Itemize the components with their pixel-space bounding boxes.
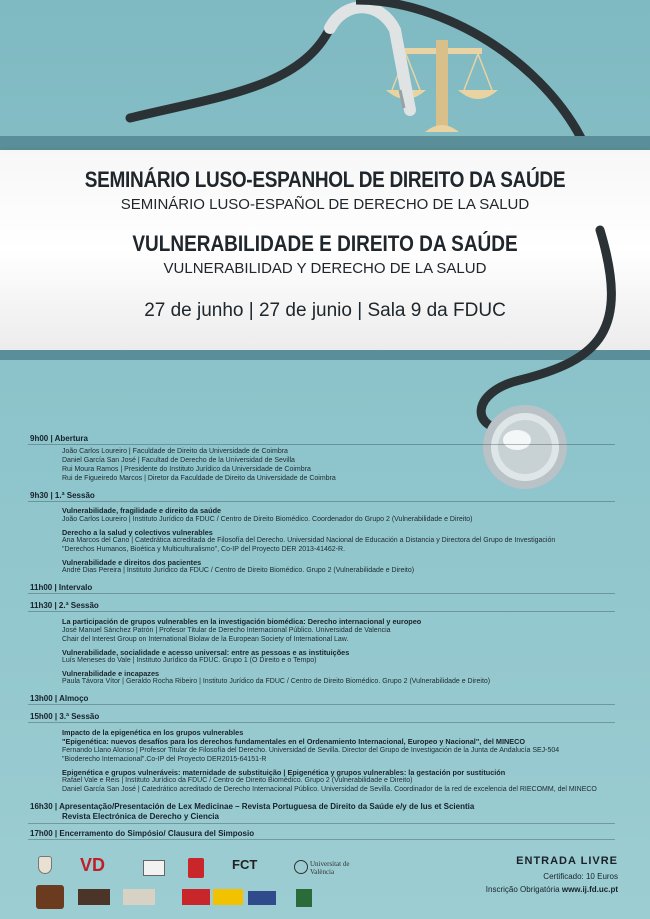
speaker-line: Rafael Vale e Reis | Instituto Jurídico da FDUC / Centro de Direito Biomédico. Grupo 2 (Vulnerabilidade e Direito) bbox=[62, 777, 413, 784]
partner-logo bbox=[36, 885, 64, 909]
partner-logo bbox=[296, 889, 312, 907]
speaker-line: Paula Távora Vítor | Geraldo Rocha Ribeiro | Instituto Jurídico da FDUC / Centro de Direito Biomédico. Grupo 2 (Vulnerabilidade e Direito) bbox=[62, 678, 491, 685]
speaker-line: José Manuel Sánchez Patrón | Profesor Titular de Derecho Internacional Público. Universidad de Valencia bbox=[62, 627, 391, 634]
faculty-crest-logo bbox=[38, 856, 52, 874]
speaker-line: Chair del Interest Group on International Biolaw de la European Society of International Law. bbox=[62, 636, 349, 643]
seminar-title-pt: SEMINÁRIO LUSO-ESPANHOL DE DIREITO DA SAÚDE bbox=[84, 168, 566, 193]
fct-logo: FCT bbox=[232, 857, 258, 872]
speaker-line: Daniel García San José | Facultad de Derecho de la Universidad de Sevilla bbox=[62, 457, 295, 464]
speaker-line: Luís Meneses do Vale | Instituto Jurídico da FDUC. Grupo 1 (O Direito e o Tempo) bbox=[62, 657, 317, 664]
divider bbox=[28, 704, 615, 705]
speaker-line: Rui Moura Ramos | Presidente do Instituto Jurídico da Universidade de Coimbra bbox=[62, 466, 311, 473]
speaker-line: André Dias Pereira | Instituto Jurídico da FDUC / Centro de Direito Biomédico. Grupo 2 (Vulnerabilidade e Direito) bbox=[62, 567, 415, 574]
registration-line bbox=[486, 885, 618, 894]
speaker-line: João Carlos Loureiro | Faculdade de Direito da Universidade de Coimbra bbox=[62, 448, 288, 455]
talk-title: Derecho a la salud y colectivos vulnerables bbox=[62, 528, 213, 537]
free-entry-label: ENTRADA LIVRE bbox=[516, 855, 618, 867]
ministry-logo bbox=[182, 889, 210, 905]
divider bbox=[28, 611, 615, 612]
slot-closing: 17h00 | Encerramento do Simpósio/ Clausura del Simposio bbox=[30, 829, 255, 838]
talk-title: Vulnerabilidade, fragilidade e direito da saúde bbox=[62, 506, 222, 515]
speaker-line: João Carlos Loureiro | Instituto Jurídico da FDUC / Centro de Direito Biomédico. Coordenador do Grupo 2 (Vulnerabilidade e Direito) bbox=[62, 516, 473, 523]
slot-session-3: 15h00 | 3.ª Sessão bbox=[30, 712, 100, 721]
theme-title-es: VULNERABILIDAD Y DERECHO DE LA SALUD bbox=[163, 260, 487, 277]
theme-title-pt: VULNERABILIDADE E DIREITO DA SAÚDE bbox=[132, 232, 518, 257]
date-venue-line: 27 de junho | 27 de junio | Sala 9 da FDUC bbox=[144, 300, 506, 321]
slot-session-1: 9h30 | 1.ª Sessão bbox=[30, 491, 95, 500]
divider bbox=[28, 722, 615, 723]
ministry-logo bbox=[213, 889, 243, 905]
institute-logo bbox=[143, 860, 165, 876]
crest-logo bbox=[188, 858, 204, 878]
vd-logo: VD bbox=[80, 855, 106, 875]
talk-title: Vulnerabilidade, socialidade e acesso universal: entre as pessoas e as instituições bbox=[62, 648, 350, 657]
slot-presentation: 16h30 | Apresentação/Presentación de Lex Medicinae – Revista Portuguesa de Direito da Saúde e/y de Ius et Scientia bbox=[30, 802, 475, 811]
speaker-line: "Bioderecho Internacional".Co-IP del Proyecto DER2015-64151-R bbox=[62, 756, 267, 763]
talk-title: Vulnerabilidade e incapazes bbox=[62, 669, 160, 678]
chestpiece-icon bbox=[483, 405, 567, 489]
talk-title: Impacto de la epigenética en los grupos vulnerables bbox=[62, 728, 244, 737]
registration-label: Inscrição Obrigatória bbox=[485, 885, 560, 894]
divider bbox=[28, 593, 615, 594]
talk-title: Epigenética e grupos vulneráveis: maternidade de substituição | Epigenética y grupos vulnerables: la gestación por sustitución bbox=[62, 768, 506, 777]
certificate-fee: Certificado: 10 Euros bbox=[543, 872, 618, 881]
divider bbox=[28, 444, 615, 445]
partner-logo bbox=[78, 889, 110, 905]
valencia-logo: Universitat de València bbox=[310, 860, 350, 876]
slot-almoco: 13h00 | Almoço bbox=[30, 694, 89, 703]
speaker-line: Ana Marcos del Cano | Catedrática acreditada de Filosofía del Derecho. Universidad Nacional de Educación a Distancia y Directora del Grupo de Investigación bbox=[62, 537, 556, 544]
talk-title: "Epigenética: nuevos desafíos para los derechos fundamentales en el Ordenamiento Internacional, Europeo y Nacional", del MINECO bbox=[62, 737, 526, 746]
seminar-title-es: SEMINÁRIO LUSO-ESPAÑOL DE DERECHO DE LA SALUD bbox=[120, 196, 530, 213]
speaker-line: Daniel García San José | Catedrático acreditado de Derecho Internacional Público. Universidad de Sevilla. Coordinador de la red de excelencia del RIECOMM, del MINECO bbox=[62, 786, 597, 793]
talk-title: Vulnerabilidade e direitos dos pacientes bbox=[62, 558, 202, 567]
slot-abertura: 9h00 | Abertura bbox=[30, 434, 88, 443]
slot-presentation-line2: Revista Electrónica de Derecho y Ciencia bbox=[62, 812, 219, 821]
divider bbox=[28, 823, 615, 824]
eu-logo bbox=[248, 891, 276, 905]
speaker-line: Fernando Llano Alonso | Profesor Titular de Filosofía del Derecho. Universidad de Sevilla. Director del Grupo de Investigación de la Junta de Andalucía SEJ-504 bbox=[62, 747, 560, 754]
divider bbox=[28, 839, 615, 840]
valencia-seal-icon bbox=[294, 860, 308, 874]
partner-logo bbox=[123, 889, 155, 905]
divider bbox=[28, 501, 615, 502]
speaker-line: "Derechos Humanos, Bioética y Multiculturalismo", Co-IP del Proyecto DER 2013-41462-R. bbox=[62, 546, 346, 553]
speaker-line: Rui de Figueiredo Marcos | Diretor da Faculdade de Direito da Universidade de Coimbra bbox=[62, 475, 336, 482]
registration-link[interactable]: www.ij.fd.uc.pt bbox=[561, 885, 618, 894]
talk-title: La participación de grupos vulnerables en la investigación biomédica: Derecho internacional y europeo bbox=[62, 617, 422, 626]
slot-intervalo: 11h00 | Intervalo bbox=[30, 583, 93, 592]
slot-session-2: 11h30 | 2.ª Sessão bbox=[30, 601, 99, 610]
